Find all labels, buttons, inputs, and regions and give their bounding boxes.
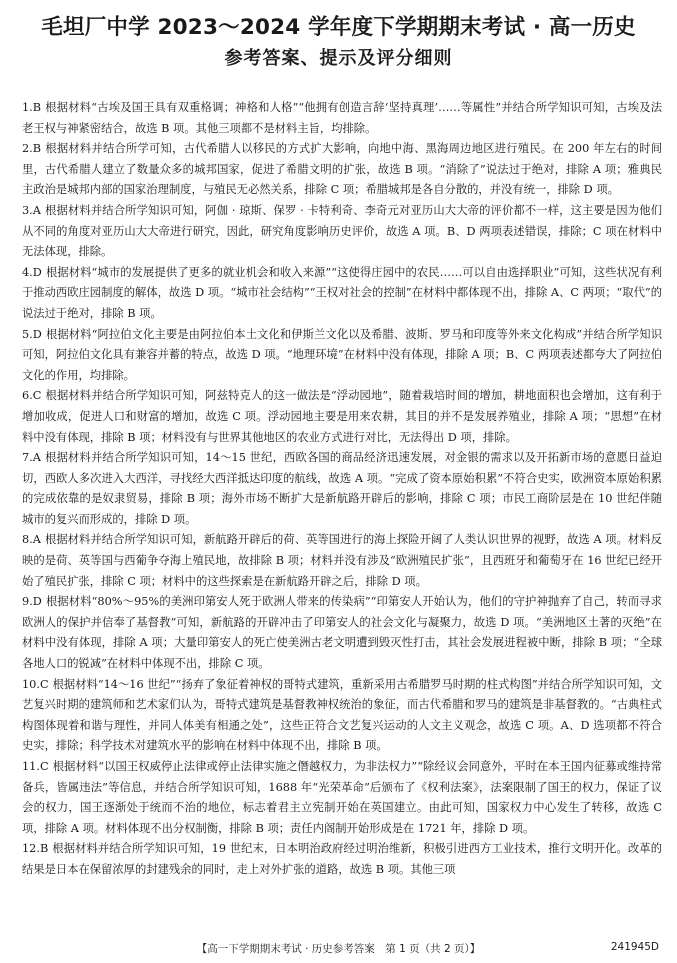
answer-item-number: 3. <box>22 203 33 217</box>
answer-item-explanation: 根据材料并结合所学知识可知，19 世纪末，日本明治政府经过明治维新，积极引进西方工业技术，推行文明开化。改革的结果是日本在保留浓厚的封建残余的同时，走上对外扩张的道路，故选 B 项。其他三项 <box>22 842 662 876</box>
answer-item <box>22 201 662 263</box>
answer-item-choice: A <box>32 533 41 547</box>
answer-item-number: 12. <box>22 842 40 856</box>
answer-item-choice: D <box>32 327 42 341</box>
answer-item-number: 6. <box>22 389 33 403</box>
answer-list <box>22 98 662 881</box>
answer-item-explanation: 根据材料“80%～95%的美洲印第安人死于欧洲人带来的传染病”“印第安人开始认为，他们的守护神抛弃了自己，转而寻求欧洲人的保护并信奉了基督教”可知，新航路的开辟冲击了印第安人的社会文化与凝聚力，故选 D 项。“美洲地区土著的灭绝”在材料中没有体现，排除 A 项；大量印第安人的死亡使美洲古老文明遭到毁灭性打击，其社会发展进程被中断，排除 B 项；“全球各地人口的锐减”在材料中体现不出，排除 C 项。 <box>22 595 662 671</box>
answer-item-choice: D <box>32 595 42 609</box>
answer-item-choice: B <box>39 842 49 856</box>
answer-item <box>22 592 662 674</box>
page-footer <box>0 941 677 957</box>
answer-item-number: 10. <box>22 677 40 691</box>
answer-item <box>22 839 662 880</box>
answer-item <box>22 757 662 839</box>
answer-item-explanation: 根据材料并结合所学知识可知，阿兹特克人的这一做法是“浮动园地”，随着栽培时间的增加，耕地面积也会增加，这有利于增加收成，促进人口和财富的增加，故选 C 项。浮动园地主要是用来农耕，其目的并不是发展养殖业，排除 A 项；“思想”在材料中没有体现，排除 B 项；材料没有与世界其他地区的农业方式进行对比，无法得出 D 项，排除。 <box>22 389 662 444</box>
answer-item-explanation: 根据材料并结合所学知识可知，新航路开辟后的荷、英等国进行的海上探险开阔了人类认识世界的视野，故选 A 项。材料反映的是荷、英等国与西葡争夺海上殖民地，故排除 B 项；材料并没有涉及“欧洲殖民扩张”，且西班牙和葡萄牙在 16 世纪已经开始了殖民扩张，排除 C 项；材料中的这些探索是在新航路开辟之后，排除 D 项。 <box>22 533 662 588</box>
answer-item-choice: B <box>32 142 42 156</box>
answer-item <box>22 675 662 757</box>
answer-item-number: 11. <box>22 760 40 773</box>
footer-exam-code: 241945D <box>610 941 659 953</box>
answer-item-choice: A <box>32 451 41 465</box>
answer-item <box>22 530 662 592</box>
answer-item-choice: C <box>39 760 49 773</box>
footer-page-info: 【高一下学期期末考试 · 历史参考答案 第 1 页（共 2 页）】 <box>196 943 481 955</box>
answer-item-explanation: 根据材料“阿拉伯文化主要是由阿拉伯本土文化和伊斯兰文化以及希腊、波斯、罗马和印度等外来文化构成”并结合所学知识可知，阿拉伯文化具有兼容并蓄的特点，故选 D 项。“地理环境”在材料中没有体现，排除 A 项；B、C 两项表述都夸大了阿拉伯文化的作用，均排除。 <box>22 327 662 382</box>
answer-item-choice: C <box>39 677 49 691</box>
page-subtitle: 参考答案、提示及评分细则 <box>224 48 453 69</box>
answer-item <box>22 448 662 530</box>
answer-item-explanation: 根据材料并结合所学可知，古代希腊人以移民的方式扩大影响，向地中海、黑海周边地区进行殖民。在 200 年左右的时间里，古代希腊人建立了数量众多的城邦国家，促进了希腊文明的扩张，故选 B 项。“消除了”说法过于绝对，排除 A 项；雅典民主政治是城邦内部的国家治理制度，与殖民无必然关系，排除 C 项；希腊城邦是各自分散的，并没有统一，排除 D 项。 <box>22 142 662 197</box>
answer-item-explanation: 根据材料并结合所学知识可知，阿伽 · 琼斯、保罗 · 卡特利奇、李奇元对亚历山大大帝的评价都不一样，这主要是因为他们从不同的角度对亚历山大大帝进行研究，因此，研究角度影响历史评价，故选 A 项。B、D 两项表述错误，排除；C 项在材料中无法体现，排除。 <box>22 203 662 259</box>
answer-item-choice: C <box>32 389 42 403</box>
answer-item-number: 2. <box>22 142 33 156</box>
answer-item-explanation: 根据材料“城市的发展提供了更多的就业机会和收入来源”“这使得庄园中的农民……可以自由选择职业”可知，这些状况有利于推动西欧庄园制度的解体，故选 D 项。“城市社会结构”“王权对社会的控制”在材料中都体现不出，排除 A、C 两项；“取代”的说法过于绝对，排除 B 项。 <box>22 265 662 320</box>
answer-item <box>22 98 662 139</box>
answer-item <box>22 139 662 201</box>
answer-item <box>22 263 662 325</box>
answer-item-explanation: 根据材料并结合所学知识可知，14～15 世纪，西欧各国的商品经济迅速发展，对金银的需求以及开拓新市场的意愿日益迫切，西欧人多次进入大西洋，寻找经大西洋抵达印度的航线，故选 A 项。“完成了资本原始积累”不符合史实，欧洲资本原始积累的完成依靠的是奴隶贸易，排除 B 项；海外市场不断扩大是新航路开辟后的影响，排除 C 项；市民工商阶层是在 10 世纪伴随城市的复兴而形成的，排除 D 项。 <box>22 451 662 526</box>
answer-item-choice: B <box>32 101 42 114</box>
answer-item <box>22 386 662 448</box>
answer-item-choice: D <box>32 265 42 279</box>
answer-item-number: 5. <box>22 327 33 341</box>
page-title: 毛坦厂中学 2023～2024 学年度下学期期末考试 · 高一历史 <box>41 15 636 40</box>
answer-item <box>22 325 662 387</box>
answer-item-number: 9. <box>22 595 33 609</box>
answer-item-number: 7. <box>22 451 33 465</box>
answer-item-number: 8. <box>22 533 33 547</box>
answer-item-number: 1. <box>22 101 33 114</box>
answer-item-explanation: 根据材料“14～16 世纪”“扬弃了象征着神权的哥特式建筑，重新采用古希腊罗马时期的柱式构图”并结合所学知识可知，文艺复兴时期的建筑师和艺术家们认为，哥特式建筑是基督教神权统治的象征，而古代希腊和罗马的建筑是非基督教的。“古典柱式构图体现着和谐与理性，并同人体美有相通之处”，这些正符合文艺复兴运动的人文主义观念，故选 C 项。A、D 选项都不符合史实，排除；科学技术对建筑水平的影响在材料中体现不出，排除 B 项。 <box>22 677 662 753</box>
answer-item-explanation: 根据材料“古埃及国王具有双重格调；神格和人格”“他拥有创造言辞‘坚持真理’……等属性”并结合所学知识可知，古埃及法老王权与神紧密结合，故选 B 项。其他三项都不是材料主旨，均排除。 <box>22 101 662 135</box>
answer-item-choice: A <box>32 203 41 217</box>
answer-item-number: 4. <box>22 265 33 279</box>
answer-item-explanation: 根据材料“以国王权威停止法律或停止法律实施之僭越权力，为非法权力”“除经议会同意外，平时在本王国内征募或维持常备兵，皆属违法”等信息，并结合所学知识可知，1688 年“光荣革命”后颁布了《权利法案》，法案限制了国王的权力，保证了议会的权力，国王逐渐处于统而不治的地位，标志着君主立宪制开始在英国建立。由此可知，国家权力中心发生了转移，故选 C 项，排除 A 项。材料体现不出分权制衡，排除 B 项；责任内阁制开始形成是在 1721 年，排除 D 项。 <box>22 760 662 835</box>
